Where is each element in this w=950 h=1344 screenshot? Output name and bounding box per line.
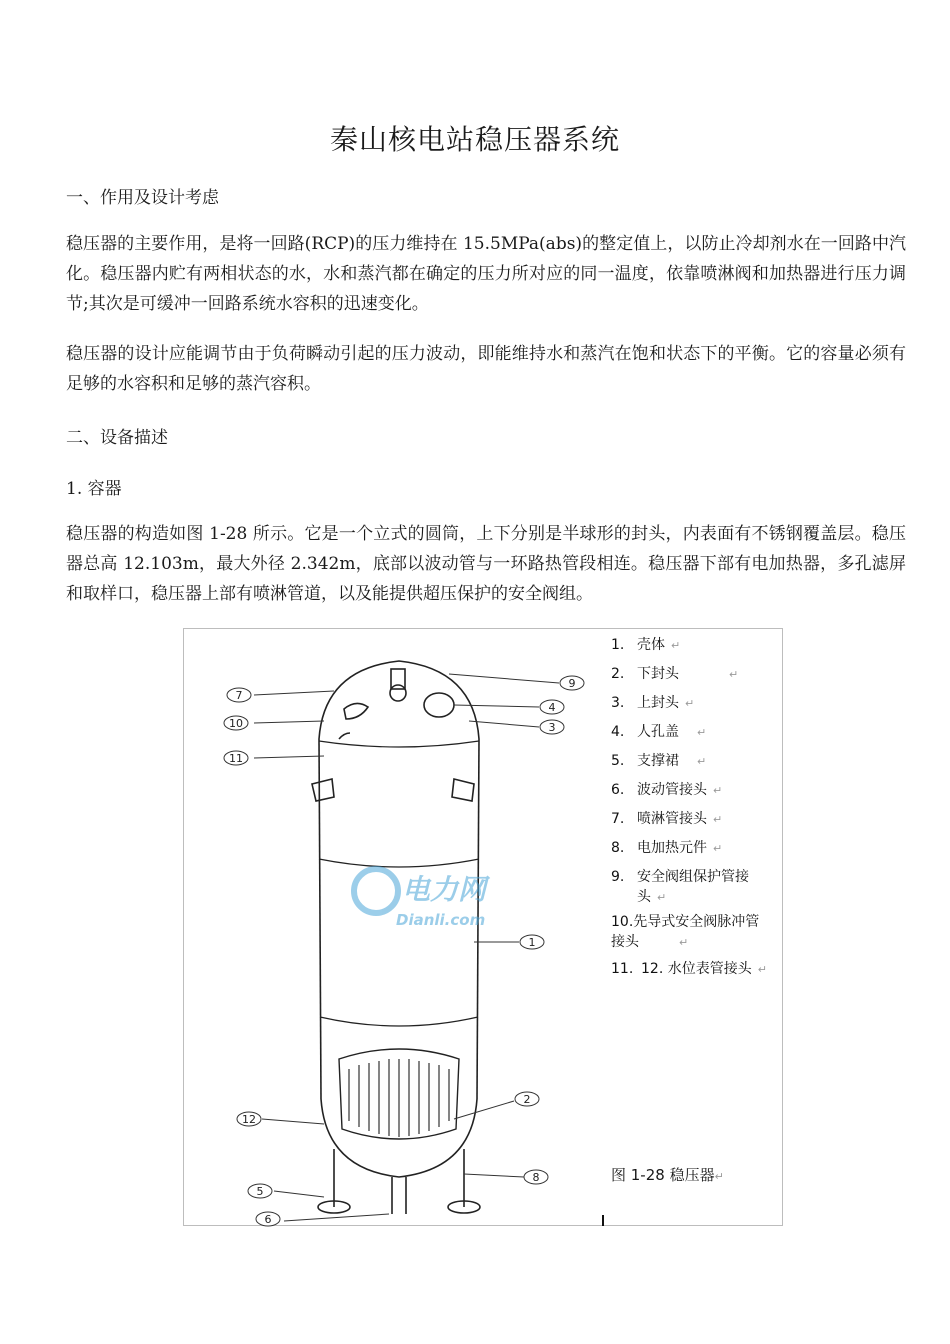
callout-label-11: 11 [229,752,243,765]
watermark-logo [354,869,491,929]
legend-item-2: 2. 下封头 ↵ [611,666,739,682]
subsection-heading-1: 1. 容器 [66,479,122,499]
callout-label-12: 12 [242,1113,256,1126]
callout-label-8: 8 [532,1171,540,1184]
legend-item-10: 10.先导式安全阀脉冲管 [611,914,760,930]
legend-item-5: 5. 支撑裙 ↵ [611,753,707,769]
callout-label-6: 6 [264,1213,272,1226]
watermark-en: Dianli.com [396,911,486,929]
legend-item-10-cont: 接头 ↵ [611,934,689,950]
callout-label-5: 5 [256,1185,264,1198]
shell-left [319,739,321,1099]
paragraph-1: 稳压器的主要作用，是将一回路(RCP)的压力维持在 15.5MPa(abs)的整定值上，以防止冷却剂水在一回路中汽化。稳压器内贮有两相状态的水，水和蒸汽都在确定的压力所对应的同一温度，依靠喷淋阀和加热器进行压力调节;其次是可缓冲一回路系统水容积的迅速变化。 [66,234,906,314]
legend-item-8: 8. 电加热元件 ↵ [611,840,723,856]
legend-item-4: 4. 人孔盖 ↵ [611,724,707,740]
section-heading-2: 二、设备描述 [66,428,168,448]
callout-label-7: 7 [235,689,243,702]
page-title: 秦山核电站稳压器系统 [329,123,620,156]
callout-label-1: 1 [528,936,536,949]
legend-item-9-cont: 头 ↵ [637,889,667,905]
legend-item-7: 7. 喷淋管接头 ↵ [611,811,723,827]
figure-caption: 图 1-28 稳压器↵ [611,1166,724,1184]
callout-label-2: 2 [523,1093,531,1106]
legend-item-6: 6. 波动管接头 ↵ [611,782,723,798]
paragraph-2: 稳压器的设计应能调节由于负荷瞬动引起的压力波动，即能维持水和蒸汽在饱和状态下的平衡。它的容量必须有足够的水容积和足够的蒸汽容积。 [66,344,906,394]
callout-label-3: 3 [548,721,556,734]
legend-item-9: 9. 安全阀组保护管接 [611,869,749,885]
callout-label-9: 9 [568,677,576,690]
legend-item-3: 3. 上封头 ↵ [611,695,695,711]
section-heading-1: 一、作用及设计考虑 [66,188,219,208]
legend-item-1: 1. 壳体 ↵ [611,637,681,653]
watermark-cn: 电力网 [402,873,487,906]
upper-head-outline [319,661,479,739]
callout-label-4: 4 [548,701,556,714]
legend-item-11-12: 11. 12. 水位表管接头 ↵ [611,961,767,977]
callout-label-10: 10 [229,717,243,730]
paragraph-3: 稳压器的构造如图 1-28 所示。它是一个立式的圆筒，上下分别是半球形的封头，内表面有不锈钢覆盖层。稳压器总高 12.103m，最大外径 2.342m，底部以波动管与一环路热管段相连。稳压器下部有电加热器，多孔滤屏和取样口，稳压器上部有喷淋管道，以及能提供超压保护的安全阀组。 [66,524,906,604]
